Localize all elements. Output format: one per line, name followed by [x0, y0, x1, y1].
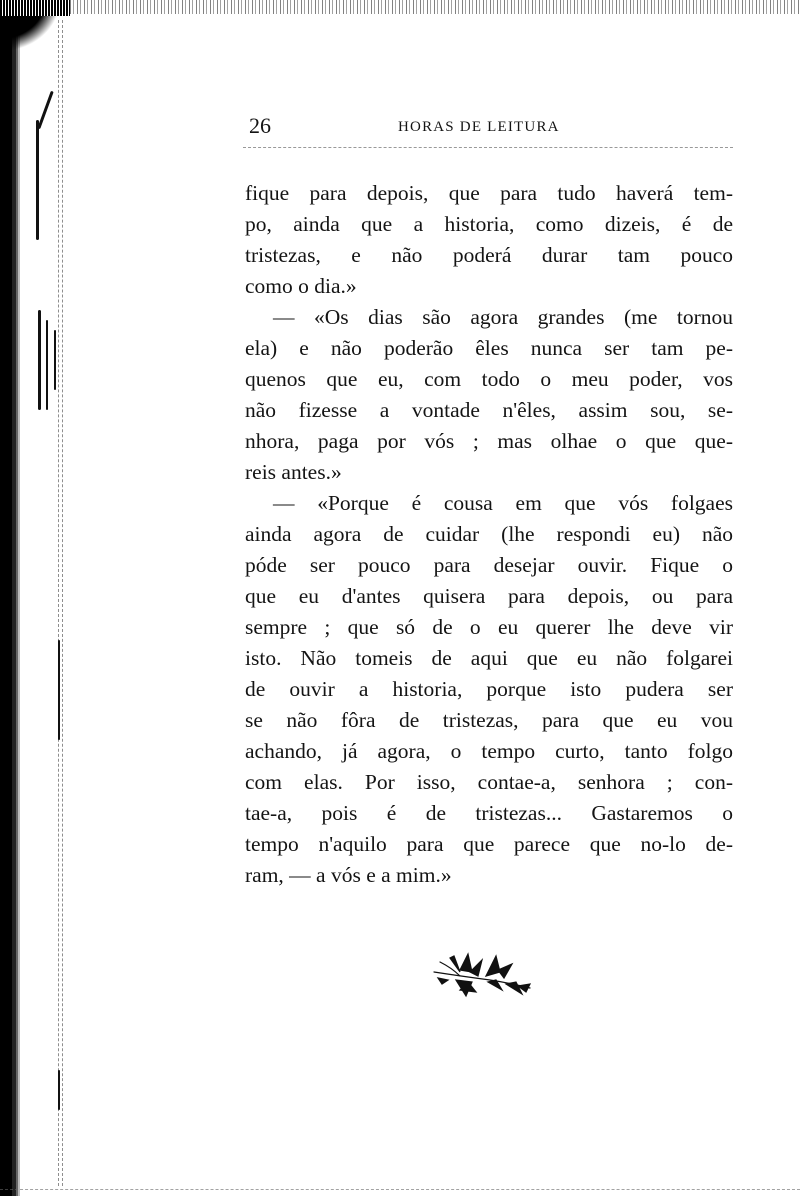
- text-line: ainda agora de cuidar (lhe respondi eu) não: [245, 522, 733, 546]
- text-line: isto. Não tomeis de aqui que eu não folgarei: [245, 646, 733, 670]
- header-rule: [243, 147, 733, 148]
- text-line: ram, — a vós e a mim.»: [245, 863, 452, 887]
- text-line: não fizesse a vontade n'êles, assim sou, se-: [245, 398, 733, 422]
- text-line: po, ainda que a historia, como dizeis, é de: [245, 212, 733, 236]
- text-line: com elas. Por isso, contae-a, senhora ; con-: [245, 770, 733, 794]
- text-line: tae-a, pois é de tristezas... Gastaremos o: [245, 801, 733, 825]
- floral-ornament-icon: [430, 950, 535, 998]
- text-line: póde ser pouco para desejar ouvir. Fique o: [245, 553, 733, 577]
- text-line: tristezas, e não poderá durar tam pouco: [245, 243, 733, 267]
- text-line: tempo n'aquilo para que parece que no-lo de-: [245, 832, 733, 856]
- text-line: sempre ; que só de o eu querer lhe deve vir: [245, 615, 733, 639]
- text-line: nhora, paga por vós ; mas olhae o que que-: [245, 429, 733, 453]
- text-line: quenos que eu, com todo o meu poder, vos: [245, 367, 733, 391]
- scan-top-corner: [0, 0, 70, 16]
- book-binding-shadow: [0, 0, 20, 1196]
- text-line: — «Porque é cousa em que vós folgaes: [273, 491, 733, 515]
- text-line: ela) e não poderão êles nunca ser tam pe-: [245, 336, 733, 360]
- text-line: se não fôra de tristezas, para que eu vou: [245, 708, 733, 732]
- body-text: [245, 178, 733, 891]
- page-number: 26: [249, 113, 271, 138]
- scan-top-edge: [0, 0, 800, 14]
- gutter-marks: [30, 70, 70, 1170]
- text-line: — «Os dias são agora grandes (me tornou: [273, 305, 733, 329]
- text-line: achando, já agora, o tempo curto, tanto folgo: [245, 739, 733, 763]
- text-line: de ouvir a historia, porque isto pudera ser: [245, 677, 733, 701]
- scan-bottom-edge: [0, 1189, 800, 1196]
- running-head: [243, 113, 733, 143]
- text-line: fique para depois, que para tudo haverá tem-: [245, 181, 733, 205]
- text-line: reis antes.»: [245, 460, 342, 484]
- text-line: como o dia.»: [245, 274, 357, 298]
- text-line: que eu d'antes quisera para depois, ou para: [245, 584, 733, 608]
- running-title: HORAS DE LEITURA: [398, 119, 560, 135]
